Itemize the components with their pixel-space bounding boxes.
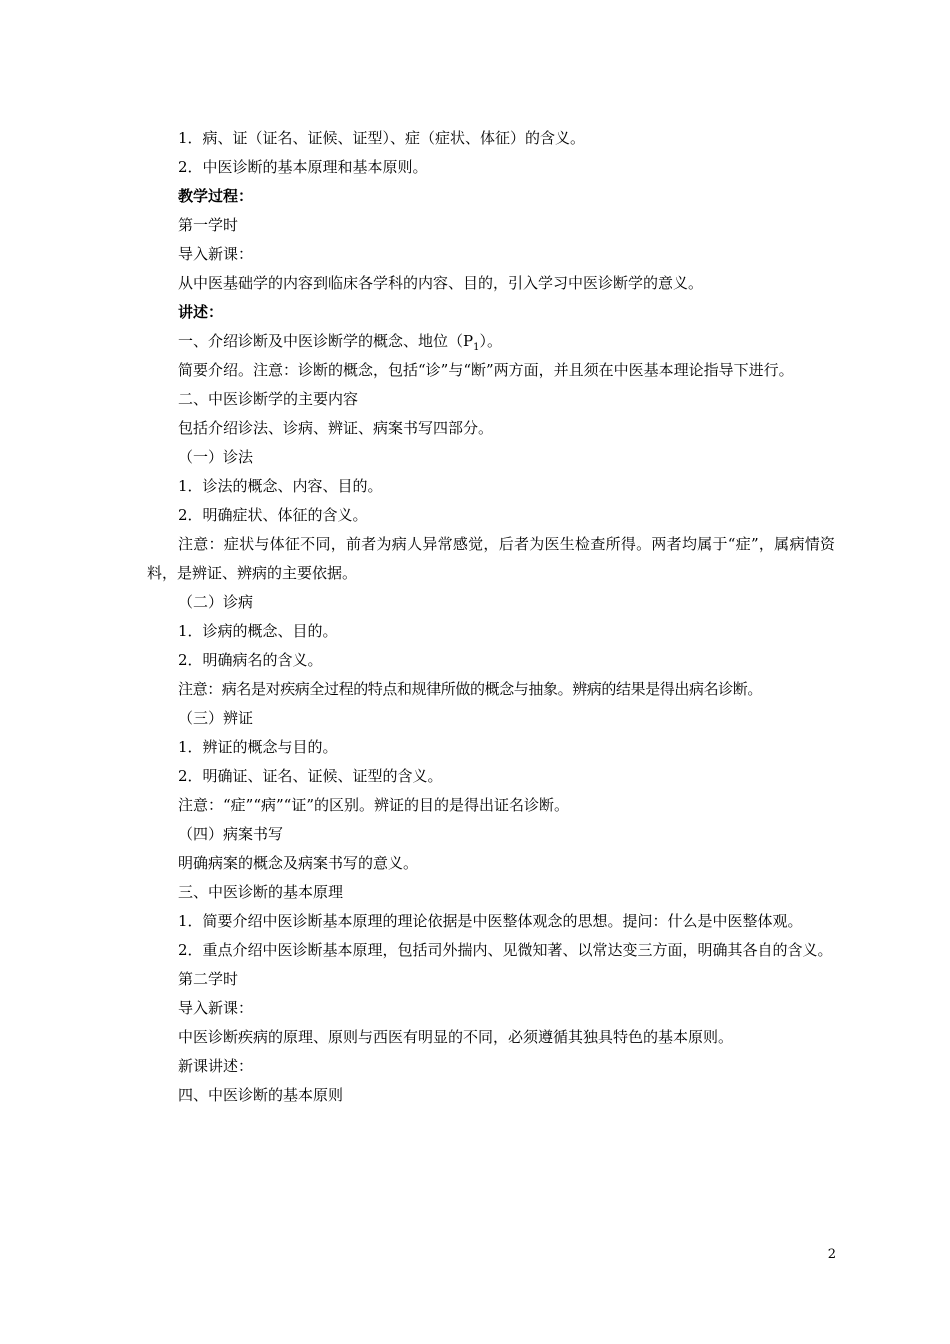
paragraph-methods-2: 2．明确症状、体征的含义。 bbox=[178, 506, 368, 524]
paragraph-brief-intro: 简要介绍。注意：诊断的概念，包括“诊”与“断”两方面，并且须在中医基本理论指导下进行。 bbox=[178, 361, 794, 379]
paragraph-syndrome-1: 1．辨证的概念与目的。 bbox=[178, 738, 338, 756]
paragraph-disease-note: 注意：病名是对疾病全过程的特点和规律所做的概念与抽象。辨病的结果是得出病名诊断。 bbox=[178, 680, 763, 698]
paragraph-sub-syndrome-differentiation: （三）辨证 bbox=[178, 709, 254, 727]
paragraph-first-period: 第一学时 bbox=[178, 216, 239, 234]
paragraph-part-four: 四、中医诊断的基本原则 bbox=[178, 1086, 344, 1104]
paragraph-disease-1: 1．诊病的概念、目的。 bbox=[178, 622, 338, 640]
paragraph-1: 1．病、证（证名、证候、证型）、症（症状、体征）的含义。 bbox=[178, 129, 586, 147]
paragraph-four-parts: 包括介绍诊法、诊病、辨证、病案书写四部分。 bbox=[178, 419, 494, 437]
paragraph-sub-disease-diagnosis: （二）诊病 bbox=[178, 593, 254, 611]
paragraph-syndrome-note: 注意：“症”“病”“证”的区别。辨证的目的是得出证名诊断。 bbox=[178, 796, 570, 814]
page-number: 2 bbox=[827, 1247, 836, 1262]
paragraph-principle-2: 2．重点介绍中医诊断基本原理，包括司外揣内、见微知著、以常达变三方面，明确其各自的含义。 bbox=[178, 941, 833, 959]
paragraph-methods-note: 注意：症状与体征不同，前者为病人异常感觉，后者为医生检查所得。两者均属于“症”，属病情资料，是辨证、辨病的主要依据。 bbox=[147, 535, 835, 582]
paragraph-intro-text-2: 中医诊断疾病的原理、原则与西医有明显的不同，必须遵循其独具特色的基本原则。 bbox=[178, 1028, 734, 1046]
part-one-subscript: 1 bbox=[473, 342, 480, 353]
paragraph-intro-label-2: 导入新课： bbox=[178, 999, 254, 1017]
paragraph-part-three: 三、中医诊断的基本原理 bbox=[178, 883, 344, 901]
paragraph-2: 2．中医诊断的基本原理和基本原则。 bbox=[178, 158, 428, 176]
paragraph-second-period: 第二学时 bbox=[178, 970, 239, 988]
paragraph-case-records: 明确病案的概念及病案书写的意义。 bbox=[178, 854, 419, 872]
paragraph-intro-text: 从中医基础学的内容到临床各学科的内容、目的，引入学习中医诊断学的意义。 bbox=[178, 274, 704, 292]
paragraph-part-one bbox=[147, 327, 835, 356]
paragraph-part-two: 二、中医诊断学的主要内容 bbox=[178, 390, 359, 408]
paragraph-new-lecture: 新课讲述： bbox=[178, 1057, 254, 1075]
paragraph-sub-diagnostic-methods: （一）诊法 bbox=[178, 448, 254, 466]
paragraph-sub-case-records: （四）病案书写 bbox=[178, 825, 284, 843]
part-one-text: 一、介绍诊断及中医诊断学的概念、地位（P bbox=[178, 332, 474, 350]
section-heading-teaching-process: 教学过程： bbox=[178, 187, 254, 205]
paragraph-disease-2: 2．明确病名的含义。 bbox=[178, 651, 323, 669]
document-body bbox=[147, 124, 835, 1110]
paragraph-syndrome-2: 2．明确证、证名、证候、证型的含义。 bbox=[178, 767, 443, 785]
section-heading-lecture: 讲述： bbox=[178, 303, 224, 321]
paragraph-intro-label: 导入新课： bbox=[178, 245, 254, 263]
paragraph-methods-1: 1．诊法的概念、内容、目的。 bbox=[178, 477, 383, 495]
paragraph-principle-1: 1．简要介绍中医诊断基本原理的理论依据是中医整体观念的思想。提问：什么是中医整体观。 bbox=[178, 912, 803, 930]
part-one-suffix: ）。 bbox=[479, 332, 502, 350]
